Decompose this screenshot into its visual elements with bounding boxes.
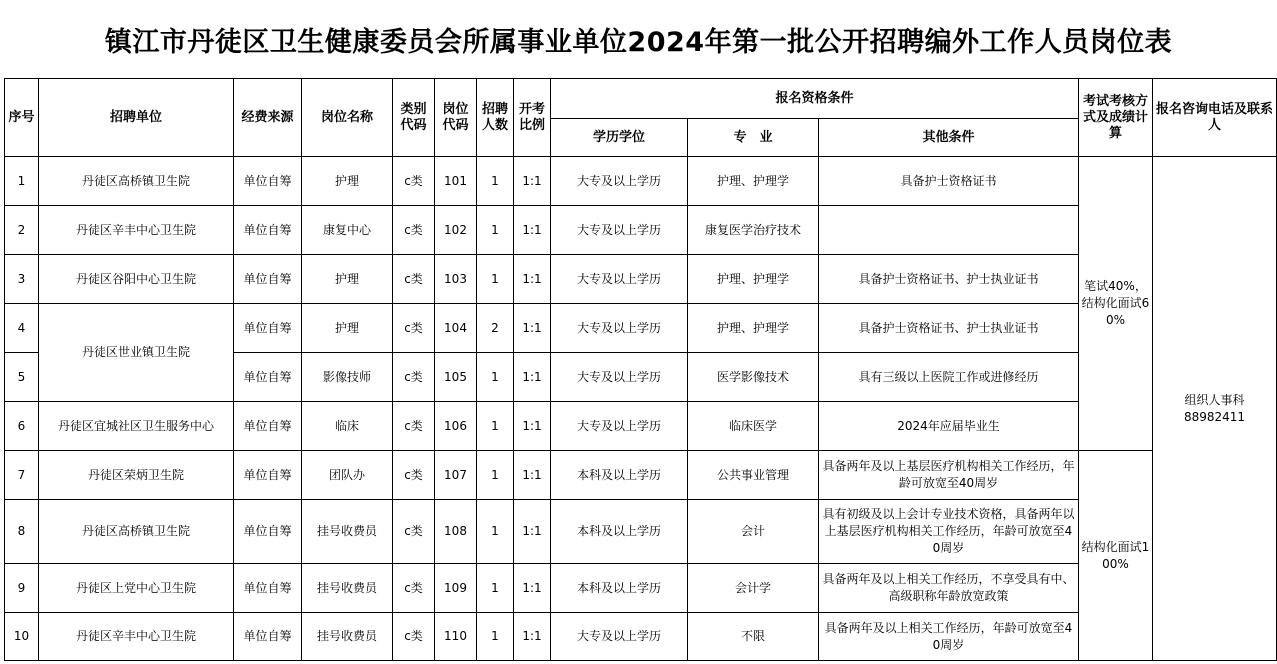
cell-ratio: 1:1 <box>514 206 551 255</box>
cell-other: 具有初级及以上会计专业技术资格，具备两年以上基层医疗机构相关工作经历，年龄可放宽至40周岁 <box>819 500 1079 564</box>
cell-funding: 单位自筹 <box>234 304 302 353</box>
cell-unit: 丹徒区宜城社区卫生服务中心 <box>39 402 234 451</box>
cell-education: 本科及以上学历 <box>551 564 688 613</box>
contact-phone: 88982411 <box>1183 409 1246 424</box>
cell-other <box>819 206 1079 255</box>
cell-count: 1 <box>477 613 514 661</box>
header-seq: 序号 <box>5 79 39 157</box>
cell-education: 大专及以上学历 <box>551 157 688 206</box>
cell-education: 大专及以上学历 <box>551 402 688 451</box>
cell-education: 本科及以上学历 <box>551 500 688 564</box>
cell-code: 109 <box>435 564 477 613</box>
cell-code: 106 <box>435 402 477 451</box>
cell-funding: 单位自筹 <box>234 206 302 255</box>
cell-seq: 4 <box>5 304 39 353</box>
header-other: 其他条件 <box>819 119 1079 157</box>
cell-major: 不限 <box>688 613 819 661</box>
table-row <box>5 157 1277 206</box>
header-contact: 报名咨询电话及联系人 <box>1153 79 1277 157</box>
cell-code: 105 <box>435 353 477 402</box>
cell-code: 107 <box>435 451 477 500</box>
recruitment-table <box>4 78 1277 661</box>
header-funding: 经费来源 <box>234 79 302 157</box>
cell-unit: 丹徒区荣炳卫生院 <box>39 451 234 500</box>
cell-education: 大专及以上学历 <box>551 304 688 353</box>
cell-position: 挂号收费员 <box>302 564 393 613</box>
cell-other: 具备两年及以上相关工作经历，年龄可放宽至40周岁 <box>819 613 1079 661</box>
cell-other: 具备护士资格证书、护士执业证书 <box>819 255 1079 304</box>
cell-unit: 丹徒区辛丰中心卫生院 <box>39 206 234 255</box>
cell-funding: 单位自筹 <box>234 500 302 564</box>
cell-position: 挂号收费员 <box>302 613 393 661</box>
cell-major: 护理、护理学 <box>688 157 819 206</box>
cell-position: 护理 <box>302 255 393 304</box>
cell-seq: 10 <box>5 613 39 661</box>
cell-count: 1 <box>477 157 514 206</box>
header-exam: 考试考核方式及成绩计算 <box>1079 79 1153 157</box>
cell-seq: 7 <box>5 451 39 500</box>
cell-category: c类 <box>393 500 435 564</box>
cell-code: 104 <box>435 304 477 353</box>
cell-category: c类 <box>393 451 435 500</box>
cell-funding: 单位自筹 <box>234 353 302 402</box>
cell-code: 108 <box>435 500 477 564</box>
cell-education: 大专及以上学历 <box>551 353 688 402</box>
cell-major: 医学影像技术 <box>688 353 819 402</box>
cell-seq: 1 <box>5 157 39 206</box>
header-count: 招聘人数 <box>477 79 514 157</box>
cell-code: 110 <box>435 613 477 661</box>
header-unit: 招聘单位 <box>39 79 234 157</box>
cell-unit: 丹徒区辛丰中心卫生院 <box>39 613 234 661</box>
cell-funding: 单位自筹 <box>234 157 302 206</box>
cell-position: 护理 <box>302 304 393 353</box>
cell-other: 具备护士资格证书 <box>819 157 1079 206</box>
cell-other: 具备两年及以上相关工作经历，不享受具有中、高级职称年龄放宽政策 <box>819 564 1079 613</box>
cell-position: 团队办 <box>302 451 393 500</box>
cell-count: 1 <box>477 353 514 402</box>
cell-position: 影像技师 <box>302 353 393 402</box>
cell-major: 公共事业管理 <box>688 451 819 500</box>
header-code: 岗位代码 <box>435 79 477 157</box>
cell-ratio: 1:1 <box>514 613 551 661</box>
cell-unit: 丹徒区上党中心卫生院 <box>39 564 234 613</box>
header-major: 专 业 <box>688 119 819 157</box>
cell-count: 1 <box>477 451 514 500</box>
cell-category: c类 <box>393 206 435 255</box>
cell-major: 康复医学治疗技术 <box>688 206 819 255</box>
cell-ratio: 1:1 <box>514 353 551 402</box>
contact-cell <box>1153 157 1277 661</box>
cell-category: c类 <box>393 613 435 661</box>
cell-seq: 9 <box>5 564 39 613</box>
cell-count: 1 <box>477 564 514 613</box>
cell-category: c类 <box>393 304 435 353</box>
cell-category: c类 <box>393 402 435 451</box>
header-position: 岗位名称 <box>302 79 393 157</box>
cell-count: 1 <box>477 255 514 304</box>
exam-method-group-2: 结构化面试100% <box>1079 451 1153 661</box>
page-title: 镇江市丹徒区卫生健康委员会所属事业单位2024年第一批公开招聘编外工作人员岗位表 <box>104 26 1173 58</box>
cell-code: 103 <box>435 255 477 304</box>
cell-seq: 3 <box>5 255 39 304</box>
cell-unit: 丹徒区谷阳中心卫生院 <box>39 255 234 304</box>
cell-position: 挂号收费员 <box>302 500 393 564</box>
cell-ratio: 1:1 <box>514 255 551 304</box>
header-ratio: 开考比例 <box>514 79 551 157</box>
cell-major: 护理、护理学 <box>688 255 819 304</box>
cell-education: 本科及以上学历 <box>551 451 688 500</box>
cell-funding: 单位自筹 <box>234 255 302 304</box>
cell-unit: 丹徒区高桥镇卫生院 <box>39 157 234 206</box>
cell-other: 具备两年及以上基层医疗机构相关工作经历，年龄可放宽至40周岁 <box>819 451 1079 500</box>
cell-funding: 单位自筹 <box>234 613 302 661</box>
cell-position: 康复中心 <box>302 206 393 255</box>
cell-seq: 8 <box>5 500 39 564</box>
cell-funding: 单位自筹 <box>234 402 302 451</box>
cell-funding: 单位自筹 <box>234 451 302 500</box>
cell-count: 1 <box>477 206 514 255</box>
cell-ratio: 1:1 <box>514 564 551 613</box>
cell-seq: 5 <box>5 353 39 402</box>
cell-major: 会计学 <box>688 564 819 613</box>
cell-position: 临床 <box>302 402 393 451</box>
cell-other: 具有三级以上医院工作或进修经历 <box>819 353 1079 402</box>
cell-education: 大专及以上学历 <box>551 613 688 661</box>
cell-category: c类 <box>393 564 435 613</box>
cell-count: 1 <box>477 500 514 564</box>
cell-major: 护理、护理学 <box>688 304 819 353</box>
header-education: 学历学位 <box>551 119 688 157</box>
cell-code: 101 <box>435 157 477 206</box>
cell-funding: 单位自筹 <box>234 564 302 613</box>
cell-count: 2 <box>477 304 514 353</box>
cell-category: c类 <box>393 353 435 402</box>
cell-position: 护理 <box>302 157 393 206</box>
header-row-top <box>5 79 1277 119</box>
cell-unit: 丹徒区高桥镇卫生院 <box>39 500 234 564</box>
cell-ratio: 1:1 <box>514 451 551 500</box>
cell-other: 2024年应届毕业生 <box>819 402 1079 451</box>
cell-ratio: 1:1 <box>514 500 551 564</box>
cell-education: 大专及以上学历 <box>551 206 688 255</box>
header-category: 类别代码 <box>393 79 435 157</box>
cell-seq: 6 <box>5 402 39 451</box>
cell-ratio: 1:1 <box>514 402 551 451</box>
cell-category: c类 <box>393 255 435 304</box>
cell-ratio: 1:1 <box>514 304 551 353</box>
contact-dept: 组织人事科 <box>1184 392 1245 407</box>
cell-other: 具备护士资格证书、护士执业证书 <box>819 304 1079 353</box>
cell-code: 102 <box>435 206 477 255</box>
table-row <box>5 451 1277 500</box>
cell-education: 大专及以上学历 <box>551 255 688 304</box>
exam-method-group-1: 笔试40%，结构化面试60% <box>1079 157 1153 451</box>
cell-seq: 2 <box>5 206 39 255</box>
cell-ratio: 1:1 <box>514 157 551 206</box>
cell-category: c类 <box>393 157 435 206</box>
cell-major: 临床医学 <box>688 402 819 451</box>
cell-major: 会计 <box>688 500 819 564</box>
cell-count: 1 <box>477 402 514 451</box>
header-qualification: 报名资格条件 <box>551 79 1079 119</box>
cell-unit: 丹徒区世业镇卫生院 <box>39 304 234 402</box>
